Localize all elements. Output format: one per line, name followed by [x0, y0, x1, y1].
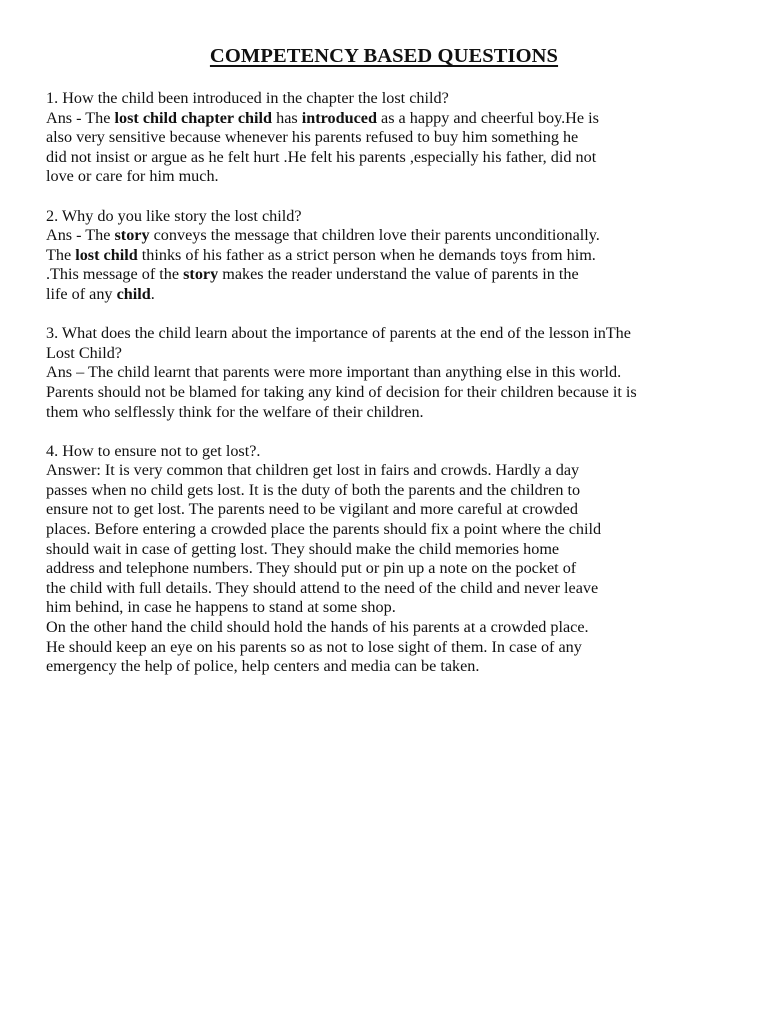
text-run: Ans - The — [46, 226, 115, 245]
paragraph-gap — [46, 187, 746, 207]
q3-answer-line: them who selflessly think for the welfare of their children. — [46, 402, 424, 421]
q4-answer-line: places. Before entering a crowded place the parents should fix a point where the child — [46, 520, 602, 539]
q4-question: 4. How to ensure not to get lost?. — [46, 441, 261, 460]
bold-text-run: lost child — [75, 245, 138, 264]
text-run: conveys the message that children love their parents unconditionally. — [149, 226, 600, 245]
q4-answer-line: Answer: It is very common that children get lost in fairs and crowds. Hardly a day — [46, 461, 580, 480]
q4-answer-line: On the other hand the child should hold the hands of his parents at a crowded place. — [46, 618, 589, 637]
q3-answer-line: Parents should not be blamed for taking any kind of decision for their children because it is — [46, 382, 637, 401]
paragraph-gap — [46, 422, 746, 442]
q1-answer-line: love or care for him much. — [46, 167, 219, 186]
q4-answer-line: the child with full details. They should attend to the need of the child and never leave — [46, 578, 599, 597]
text-run: life of any — [46, 284, 117, 303]
text-run: thinks of his father as a strict person when he demands toys from him. — [137, 245, 596, 264]
q2-answer-line — [46, 285, 746, 305]
q2-answer-line — [46, 265, 746, 285]
q3-question: 3. What does the child learn about the importance of parents at the end of the lesson inThe — [46, 324, 631, 343]
q4-answer-line: He should keep an eye on his parents so as not to lose sight of them. In case of any — [46, 637, 582, 656]
q4-answer-line: him behind, in case he happens to stand at some shop. — [46, 598, 396, 617]
q1-answer-line: also very sensitive because whenever his parents refused to buy him something he — [46, 128, 579, 147]
document-title: COMPETENCY BASED QUESTIONS — [209, 45, 559, 67]
q4-answer-line: ensure not to get lost. The parents need to be vigilant and more careful at crowded — [46, 500, 578, 519]
q4-answer-line: emergency the help of police, help centers and media can be taken. — [46, 657, 480, 676]
text-run: Ans - The — [46, 108, 115, 127]
text-run: .This message of the — [46, 265, 184, 284]
q2-question: 2. Why do you like story the lost child? — [46, 206, 302, 225]
bold-text-run: story — [183, 265, 219, 284]
bold-text-run: lost child chapter child — [114, 108, 273, 127]
bold-text-run: child — [116, 284, 151, 303]
q4-answer-line: passes when no child gets lost. It is the duty of both the parents and the children to — [46, 480, 581, 499]
q2-answer-line — [46, 246, 746, 266]
q1-question: 1. How the child been introduced in the chapter the lost child? — [46, 89, 449, 107]
q2-answer-line — [46, 226, 746, 246]
q4-answer-line: should wait in case of getting lost. They should make the child memories home — [46, 539, 560, 558]
q3-answer-line: Ans – The child learnt that parents were more important than anything else in this world. — [46, 363, 622, 382]
text-run: makes the reader understand the value of parents in the — [218, 265, 579, 284]
bold-text-run: introduced — [301, 108, 377, 127]
q4-answer-line: address and telephone numbers. They should put or pin up a note on the pocket of — [46, 559, 577, 578]
text-run: . — [150, 284, 155, 303]
text-run: as a happy and cheerful boy.He is — [376, 108, 599, 127]
q1-answer-line — [46, 109, 746, 129]
q3-question: Lost Child? — [46, 343, 122, 362]
paragraph-gap — [46, 305, 746, 325]
document-body — [46, 89, 746, 677]
q1-answer-line: did not insist or argue as he felt hurt .He felt his parents ,especially his father, did not — [46, 147, 597, 166]
text-run: The — [46, 245, 76, 264]
text-run: has — [272, 108, 302, 127]
bold-text-run: story — [114, 226, 150, 245]
